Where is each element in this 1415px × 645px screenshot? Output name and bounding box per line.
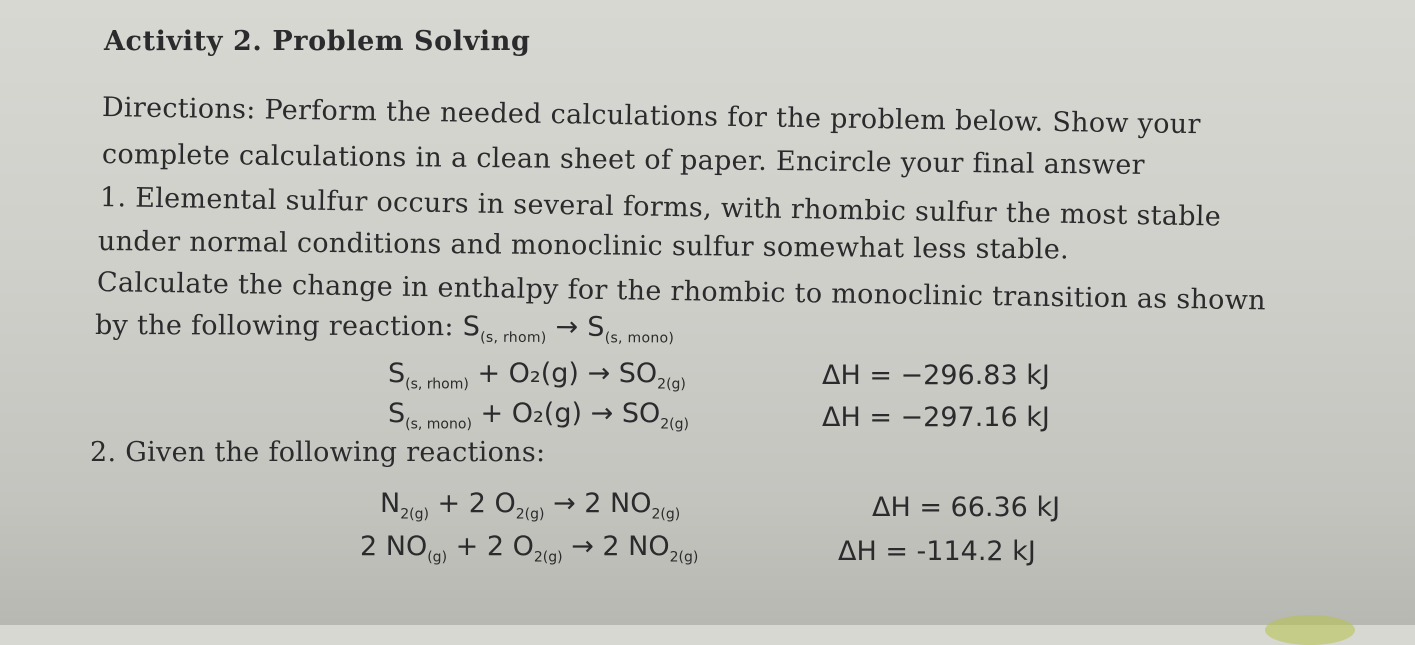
activity-title: Activity 2. Problem Solving [104, 26, 531, 57]
problem-2-enthalpy-2: ΔH = -114.2 kJ [838, 536, 1036, 567]
problem-2-heading: 2. Given the following reactions: [90, 437, 546, 468]
problem-1-reaction-1: $S_{(s, rhom)} + O_2(g) \to SO_{2(g)}$ [388, 358, 686, 393]
page-stain [1265, 615, 1355, 645]
problem-1-reaction-2: $S_{(s, mono)} + O_2(g) \to SO_{2(g)}$ [388, 398, 689, 433]
problem-2-reaction-1: $N_{2(g)} + 2$ $O_{2(g)} \to 2$ $NO_{2(g)}$ [380, 488, 681, 523]
problem-1-enthalpy-1: ΔH = −296.83 kJ [822, 360, 1050, 391]
problem-1-enthalpy-2: ΔH = −297.16 kJ [822, 402, 1050, 433]
problem-2-reaction-2: 2 $NO_{(g)} + 2$ $O_{2(g)} \to 2$ $NO_{2(g)}$ [360, 531, 699, 566]
problem-1-line-3: Calculate the change in enthalpy for the rhombic to monoclinic transition as shown [96, 267, 1267, 317]
directions-line-1: Directions: Perform the needed calculations for the problem below. Show your [101, 92, 1201, 141]
problem-1-line-1: 1. Elemental sulfur occurs in several forms, with rhombic sulfur the most stable [99, 182, 1222, 233]
overall-reaction: $S_{(s, rhom)} \to S_{(s, mono)}$ [462, 311, 675, 347]
problem-1-line-2: under normal conditions and monoclinic sulfur somewhat less stable. [97, 226, 1070, 266]
problem-1-line-4 [95, 310, 674, 346]
problem-1-prefix: by the following reaction: [94, 310, 454, 343]
directions-line-2: complete calculations in a clean sheet of paper. Encircle your final answer [101, 139, 1146, 181]
problem-2-enthalpy-1: ΔH = 66.36 kJ [872, 492, 1061, 523]
